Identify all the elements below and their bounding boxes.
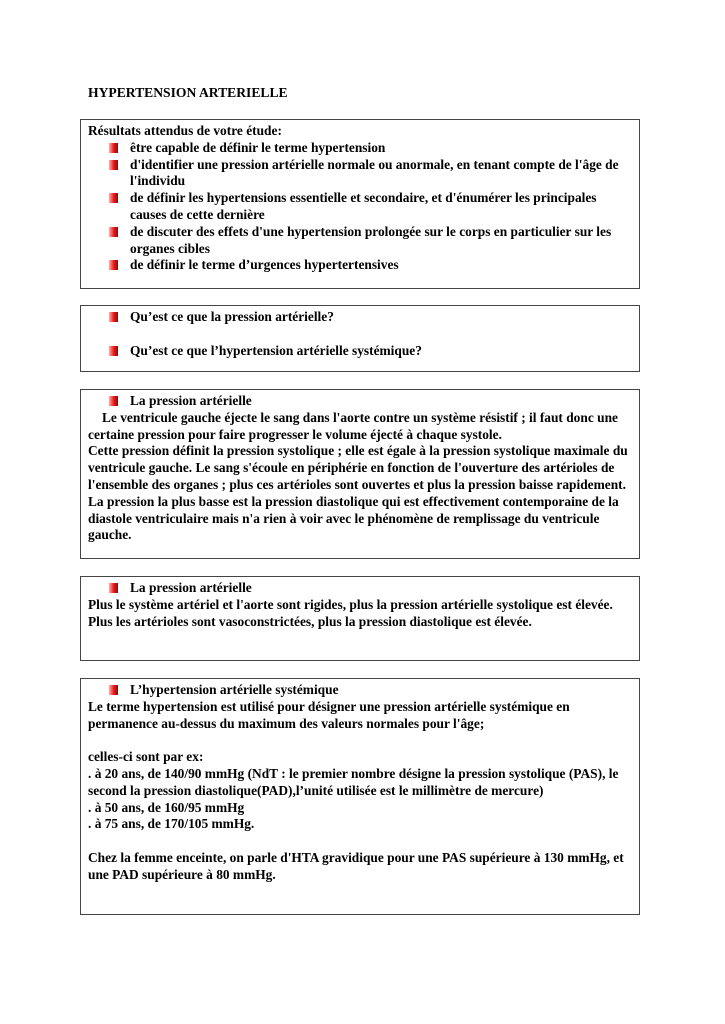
bullet-icon xyxy=(109,685,118,695)
paragraph: Plus les artérioles sont vasoconstrictées, plus la pression diastolique est élevée. xyxy=(88,613,532,629)
bullet-icon xyxy=(109,193,118,203)
question-item: Qu’est ce que l’hypertension artérielle systémique? xyxy=(88,343,633,360)
paragraph: celles-ci sont par ex: xyxy=(88,749,204,765)
section-heading: La pression artérielle xyxy=(88,580,633,597)
paragraph: Chez la femme enceinte, on parle d'HTA gravidique pour une PAS supérieure à 130 mmHg, et une PAD supérieure à 80 mmHg. xyxy=(88,849,624,882)
objective-item: être capable de définir le terme hypertension xyxy=(88,140,633,157)
bullet-icon xyxy=(109,260,118,270)
example-line: . à 20 ans, de 140/90 mmHg (NdT : le premier nombre désigne la pression systolique (PAS), le second la pression diastolique(PAD),l’unité utilisée est le millimètre de mercure) xyxy=(88,765,619,798)
objective-item: d'identifier une pression artérielle normale ou anormale, en tenant compte de l'âge de l'individu xyxy=(88,157,633,191)
paragraph: Plus le système artériel et l'aorte sont rigides, plus la pression artérielle systolique est élevée. xyxy=(88,596,613,612)
example-line: . à 75 ans, de 170/105 mmHg. xyxy=(88,816,255,832)
bullet-icon xyxy=(109,396,118,406)
bullet-icon xyxy=(109,583,118,593)
question-item: Qu’est ce que la pression artérielle? xyxy=(88,309,633,326)
section-heading: La pression artérielle xyxy=(88,393,633,410)
blood-pressure-factors-box xyxy=(80,576,640,661)
paragraph: Le ventricule gauche éjecte le sang dans l'aorte contre un système résistif ; il faut donc une certaine pression pour faire progresser le volume éjecté à chaque systole. xyxy=(88,409,618,442)
bullet-icon xyxy=(109,143,118,153)
paragraph: Cette pression définit la pression systolique ; elle est égale à la pression systolique maximale du ventricule gauche. Le sang s'écoule en périphérie en fonction de l'ouverture des artérioles de l'ensemble des organes ; plus ces artérioles sont ouvertes et plus la pression baisse rapidement. La pression la plus basse est la pression diastolique qui est effectivement contemporaine de la diastole ventriculaire mais n'a rien à voir avec le phénomène de remplissage du ventricule gauche. xyxy=(88,443,628,543)
blood-pressure-definition-box xyxy=(80,389,640,559)
objective-item: de définir le terme d’urgences hypertertensives xyxy=(88,257,633,274)
bullet-icon xyxy=(109,160,118,170)
objectives-heading: Résultats attendus de votre étude: xyxy=(88,123,282,138)
bullet-icon xyxy=(109,312,118,322)
paragraph: Le terme hypertension est utilisé pour désigner une pression artérielle systémique en permanence au-dessus du maximum des valeurs normales pour l'âge; xyxy=(88,698,570,731)
bullet-icon xyxy=(109,227,118,237)
objective-item: de discuter des effets d'une hypertension prolongée sur le corps en particulier sur les organes cibles xyxy=(88,224,633,258)
systemic-hypertension-box xyxy=(80,678,640,915)
questions-box xyxy=(80,305,640,372)
example-line: . à 50 ans, de 160/95 mmHg xyxy=(88,799,245,815)
learning-objectives-box xyxy=(80,119,640,289)
section-heading: L’hypertension artérielle systémique xyxy=(88,682,633,699)
page-title: HYPERTENSION ARTERIELLE xyxy=(88,85,288,100)
objective-item: de définir les hypertensions essentielle et secondaire, et d'énumérer les principales causes de cette dernière xyxy=(88,190,633,224)
bullet-icon xyxy=(109,346,118,356)
